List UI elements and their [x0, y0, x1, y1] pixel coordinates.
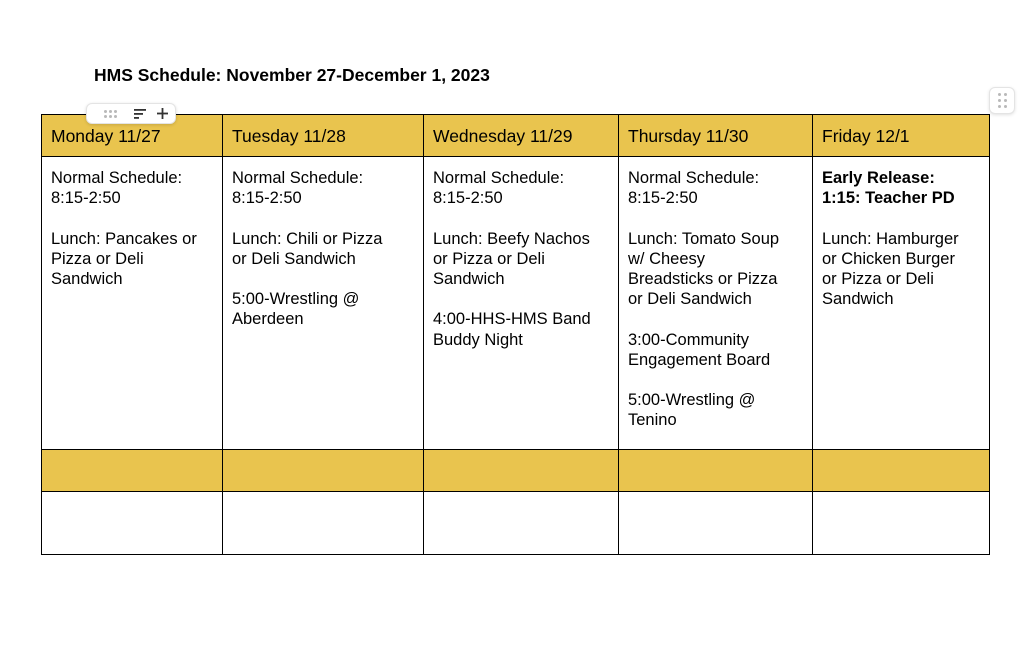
text-line: Early Release:: [822, 169, 935, 187]
text-line: or Deli Sandwich: [628, 290, 752, 309]
day-header[interactable]: Monday 11/27: [42, 115, 223, 157]
announcement-paragraph: [822, 168, 980, 208]
day-cell[interactable]: [424, 157, 619, 450]
plus-icon[interactable]: [157, 108, 168, 119]
schedule-row: [42, 157, 990, 450]
text-line: Normal Schedule:: [232, 169, 364, 187]
empty-cell[interactable]: [813, 450, 990, 492]
empty-cell[interactable]: [619, 450, 813, 492]
header-row: [42, 115, 990, 157]
event-paragraph: [232, 168, 414, 208]
text-line: Buddy Night: [433, 330, 523, 349]
drag-handle-icon: [998, 93, 1007, 108]
text-line: Aberdeen: [232, 310, 304, 329]
empty-cell[interactable]: [223, 450, 424, 492]
text-line: w/ Cheesy: [628, 249, 706, 268]
text-line: 8:15-2:50: [51, 189, 121, 208]
schedule-table: [41, 114, 990, 555]
text-line: Normal Schedule:: [433, 169, 565, 187]
text-line: 5:00-Wrestling @: [232, 290, 360, 309]
text-line: or Pizza or Deli: [822, 270, 934, 288]
yellow-band-row: [42, 450, 990, 492]
day-header[interactable]: Thursday 11/30: [619, 115, 813, 157]
empty-cell[interactable]: [619, 492, 813, 555]
empty-cell[interactable]: [813, 492, 990, 555]
text-line: Lunch: Tomato Soup: [628, 229, 780, 248]
empty-cell[interactable]: [424, 450, 619, 492]
event-paragraph: [822, 229, 980, 310]
empty-cell[interactable]: [424, 492, 619, 555]
sort-icon[interactable]: [133, 108, 147, 120]
text-line: Tenino: [628, 411, 677, 430]
row-drag-handle[interactable]: [989, 87, 1015, 114]
text-line: 5:00-Wrestling @: [628, 391, 756, 410]
text-line: or Pizza or Deli: [433, 249, 545, 268]
text-line: 8:15-2:50: [433, 189, 503, 208]
text-line: Normal Schedule:: [628, 169, 760, 187]
text-line: 1:15: Teacher PD: [822, 189, 955, 208]
text-line: Lunch: Chili or Pizza: [232, 229, 383, 248]
drag-handle-icon[interactable]: [104, 110, 117, 118]
text-line: Normal Schedule:: [51, 169, 183, 187]
text-line: or Deli Sandwich: [232, 249, 356, 268]
text-line: Pizza or Deli: [51, 249, 144, 268]
text-line: 8:15-2:50: [628, 189, 698, 208]
empty-row: [42, 492, 990, 555]
day-header[interactable]: Tuesday 11/28: [223, 115, 424, 157]
event-paragraph: [433, 309, 609, 349]
day-header[interactable]: Wednesday 11/29: [424, 115, 619, 157]
table-toolbar: [86, 103, 176, 124]
text-line: Lunch: Hamburger: [822, 229, 959, 248]
text-line: Engagement Board: [628, 350, 771, 369]
day-cell[interactable]: [223, 157, 424, 450]
event-paragraph: [51, 168, 213, 208]
text-line: Breadsticks or Pizza: [628, 270, 778, 288]
text-line: Sandwich: [822, 290, 894, 309]
day-cell[interactable]: [619, 157, 813, 450]
event-paragraph: [628, 229, 803, 310]
empty-cell[interactable]: [42, 450, 223, 492]
text-line: Lunch: Beefy Nachos: [433, 229, 590, 248]
event-paragraph: [232, 229, 414, 269]
event-paragraph: [628, 168, 803, 208]
text-line: 8:15-2:50: [232, 189, 302, 208]
event-paragraph: [51, 229, 213, 290]
document-title: HMS Schedule: November 27-December 1, 2023: [94, 65, 490, 85]
event-paragraph: [433, 168, 609, 208]
event-paragraph: [433, 229, 609, 290]
text-line: or Chicken Burger: [822, 249, 955, 268]
event-paragraph: [628, 330, 803, 370]
day-header[interactable]: Friday 12/1: [813, 115, 990, 157]
day-cell[interactable]: [42, 157, 223, 450]
event-paragraph: [628, 390, 803, 430]
text-line: Sandwich: [51, 270, 123, 288]
text-line: 3:00-Community: [628, 330, 750, 349]
text-line: Sandwich: [433, 270, 505, 288]
text-line: 4:00-HHS-HMS Band: [433, 310, 591, 329]
event-paragraph: [232, 289, 414, 329]
day-cell[interactable]: [813, 157, 990, 450]
empty-cell[interactable]: [42, 492, 223, 555]
text-line: Lunch: Pancakes or: [51, 229, 197, 248]
empty-cell[interactable]: [223, 492, 424, 555]
